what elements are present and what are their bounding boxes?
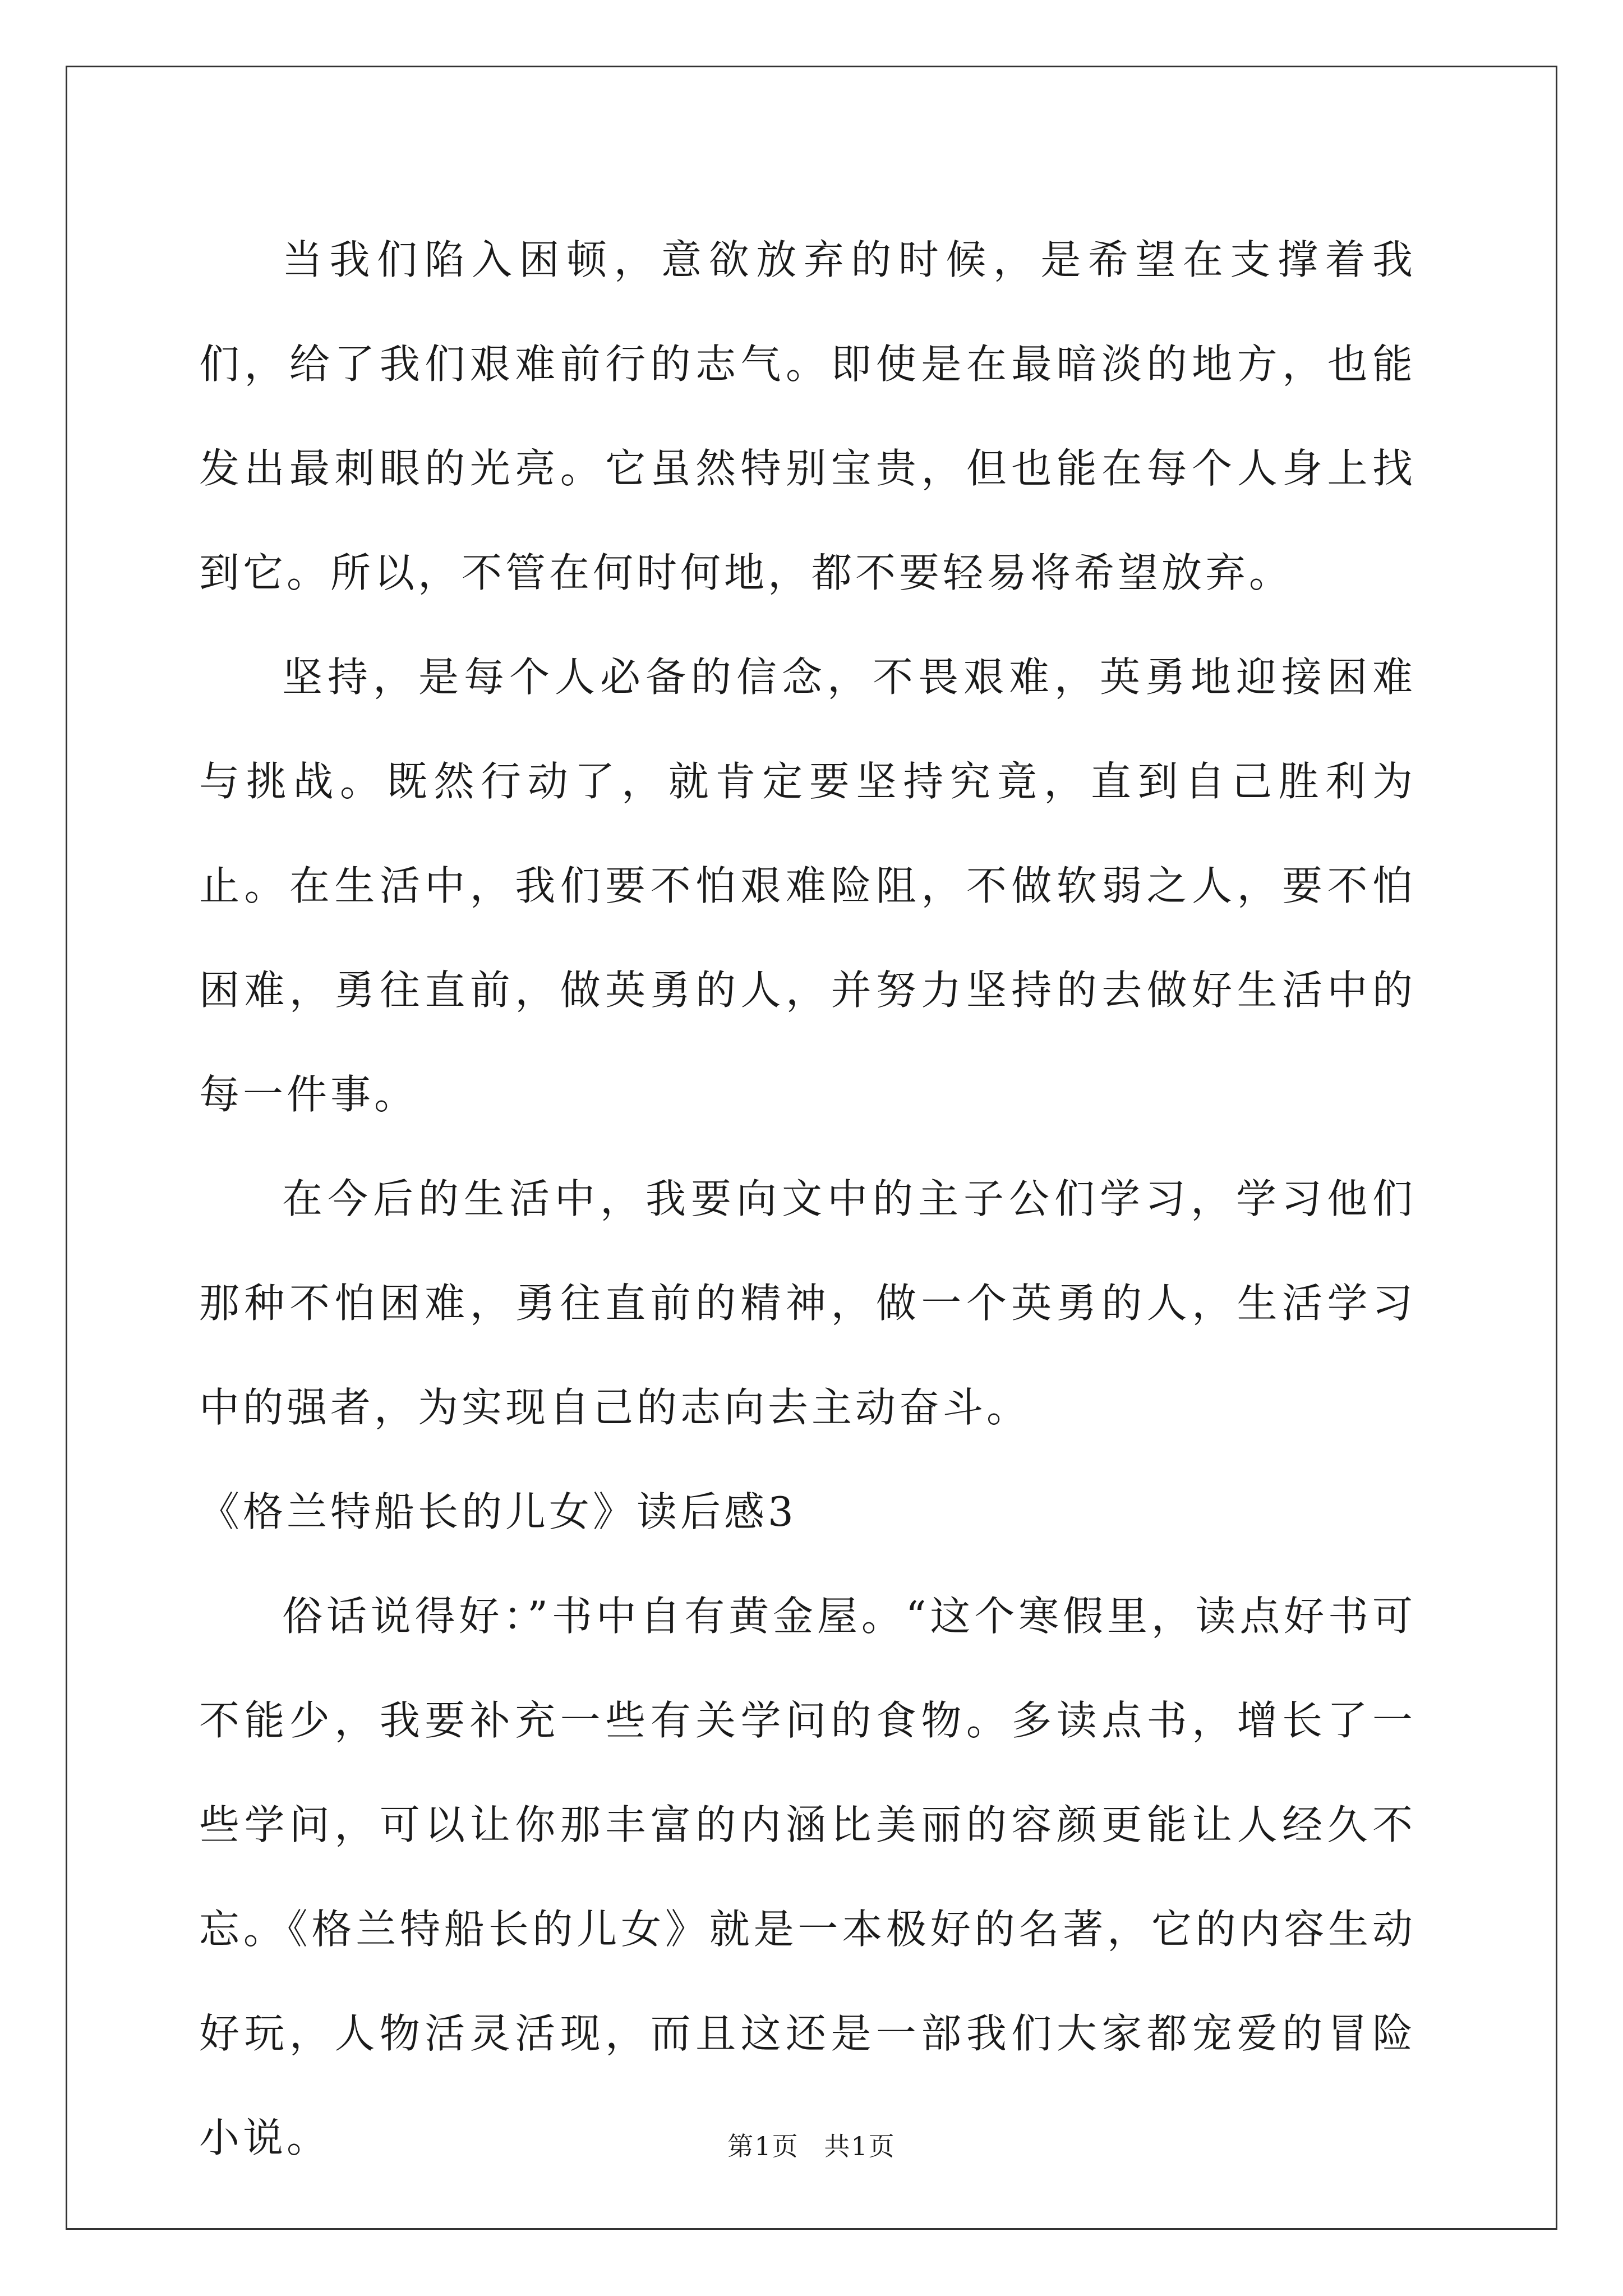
page-number-total: 共1页 xyxy=(824,2131,896,2161)
section-heading: 《格兰特船长的儿女》读后感3 xyxy=(199,1488,797,1535)
paragraph-future: 在今后的生活中，我要向文中的主子公们学习，学习他们那种不怕困难，勇往直前的精神，做一个英勇的人，生活学习中的强者，为实现自己的志向去主动奋斗。 xyxy=(199,1175,1416,1431)
page-number-current: 第1页 xyxy=(727,2131,799,2161)
paragraph-persistence: 坚持，是每个人必备的信念，不畏艰难，英勇地迎接困难与挑战。既然行动了，就肯定要坚持究竟，直到自己胜利为止。在生活中，我们要不怕艰难险阻，不做软弱之人，要不怕困难，勇往直前，做英勇的人，并努力坚持的去做好生活中的每一件事。 xyxy=(199,654,1416,1118)
page-footer xyxy=(0,2126,1623,2163)
paragraph-proverb: 俗话说得好：”书中自有黄金屋。“这个寒假里，读点好书可不能少，我要补充一些有关学问的食物。多读点书，增长了一些学问，可以让你那丰富的内涵比美丽的容颜更能让人经久不忘。《格兰特船长的儿女》就是一本极好的名著，它的内容生动好玩，人物活灵活现，而且这还是一部我们大家都宠爱的冒险小说。 xyxy=(199,1593,1416,2161)
paragraph-hope: 当我们陷入困顿，意欲放弃的时候，是希望在支撑着我们，给了我们艰难前行的志气。即使是在最暗淡的地方，也能发出最刺眼的光亮。它虽然特别宝贵，但也能在每个人身上找到它。所以，不管在何时何地，都不要轻易将希望放弃。 xyxy=(199,236,1416,596)
document-body xyxy=(199,208,1416,2190)
